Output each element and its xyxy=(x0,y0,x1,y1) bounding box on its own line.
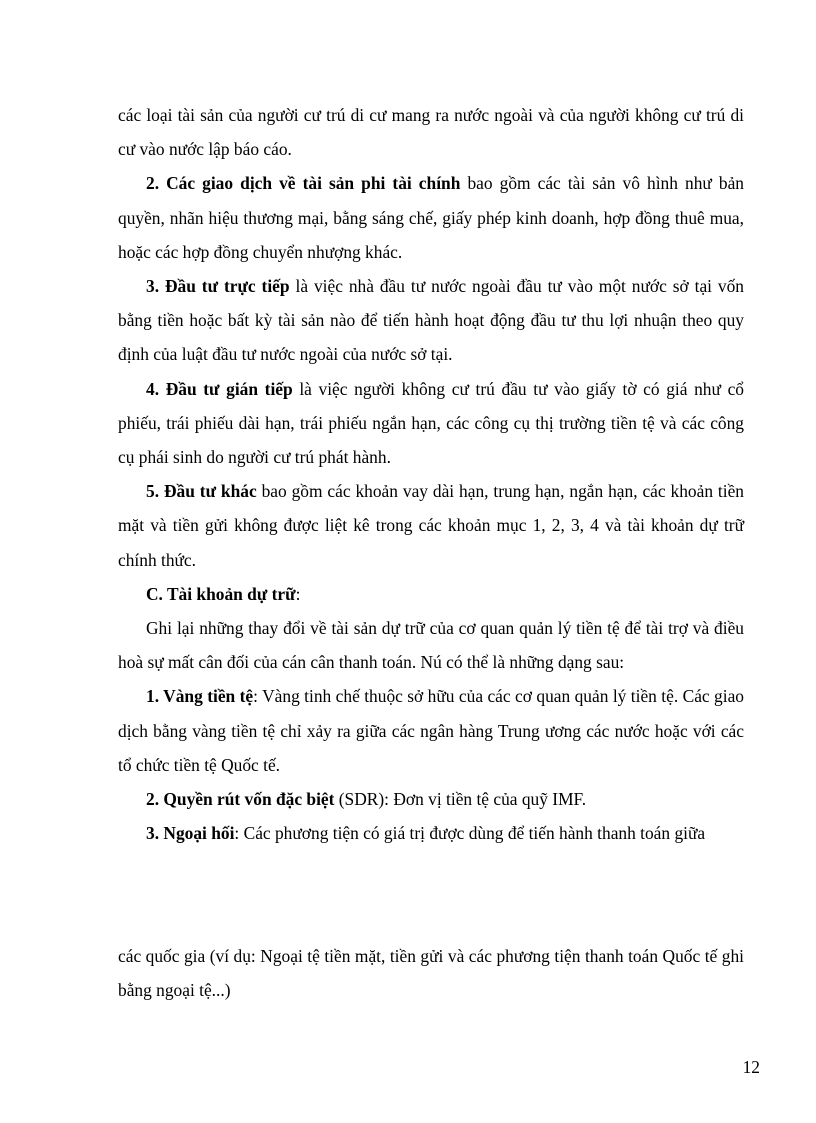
item-text: (SDR): Đơn vị tiền tệ của quỹ IMF. xyxy=(334,789,587,810)
reserve-item-monetary-gold xyxy=(118,679,744,782)
item-label: 4. Đầu tư gián tiếp xyxy=(146,378,293,399)
item-label: 5. Đầu tư khác xyxy=(146,481,257,502)
item-text: : Các phương tiện có giá trị được dùng để tiến hành thanh toán giữa xyxy=(234,823,706,844)
item-text: là việc nhà đầu tư nước ngoài đầu tư vào một nước sở tại vốn bằng tiền hoặc bất kỳ tài sản nào để tiến hành hoạt động đầu tư thu lợi nhuận theo quy định của luật đầu tư nước ngoài của nước sở tại. xyxy=(118,276,745,365)
paragraph-continued: các loại tài sản của người cư trú di cư mang ra nước ngoài và của người không cư trú di cư vào nước lập báo cáo. xyxy=(118,105,744,160)
item-non-financial-assets xyxy=(118,166,744,269)
item-text: : Vàng tinh chế thuộc sở hữu của các cơ quan quản lý tiền tệ. Các giao dịch bằng vàng tiền tệ chỉ xảy ra giữa các ngân hàng Trung ương các nước hoặc với các tổ chức tiền tệ Quốc tế. xyxy=(118,686,744,775)
item-text: bao gồm các khoản vay dài hạn, trung hạn, ngắn hạn, các khoản tiền mặt và tiền gửi không được liệt kê trong các khoản mục 1, 2, 3, 4 và tài khoản dự trữ chính thức. xyxy=(118,481,744,570)
section-heading-colon: : xyxy=(295,583,301,604)
main-text-block xyxy=(118,98,744,850)
item-direct-investment xyxy=(118,269,744,372)
item-label: 3. Đầu tư trực tiếp xyxy=(146,276,290,297)
item-indirect-investment xyxy=(118,372,744,475)
continuation-block xyxy=(118,939,744,1007)
item-label: 1. Vàng tiền tệ xyxy=(146,686,254,707)
item-label: 2. Các giao dịch về tài sản phi tài chính xyxy=(146,173,461,194)
section-c-heading xyxy=(118,577,744,611)
item-label: 2. Quyền rút vốn đặc biệt xyxy=(146,789,335,810)
section-c-intro: Ghi lại những thay đổi về tài sản dự trữ của cơ quan quản lý tiền tệ để tài trợ và điều hoà sự mất cân đối của cán cân thanh toán. Nú có thể là những dạng sau: xyxy=(118,618,744,673)
page-number: 12 xyxy=(742,1057,760,1077)
item-label: 3. Ngoại hối xyxy=(146,823,235,844)
reserve-item-foreign-exchange xyxy=(118,816,744,850)
item-other-investment xyxy=(118,474,744,577)
item-text: là việc người không cư trú đầu tư vào giấy tờ có giá như cổ phiếu, trái phiếu dài hạn, trái phiếu ngắn hạn, các công cụ thị trường tiền tệ và các công cụ phái sinh do người cư trú phát hành. xyxy=(118,378,744,468)
section-heading-label: C. Tài khoản dự trữ xyxy=(146,583,296,604)
item-text: bao gồm các tài sản vô hình như bản quyền, nhãn hiệu thương mại, bằng sáng chế, giấy phép kinh doanh, hợp đồng thuê mua, hoặc các hợp đồng chuyển nhượng khác. xyxy=(118,173,744,262)
reserve-item-sdr xyxy=(118,782,744,816)
continuation-paragraph: các quốc gia (ví dụ: Ngoại tệ tiền mặt, tiền gửi và các phương tiện thanh toán Quốc tế ghi bằng ngoại tệ...) xyxy=(118,946,744,1001)
